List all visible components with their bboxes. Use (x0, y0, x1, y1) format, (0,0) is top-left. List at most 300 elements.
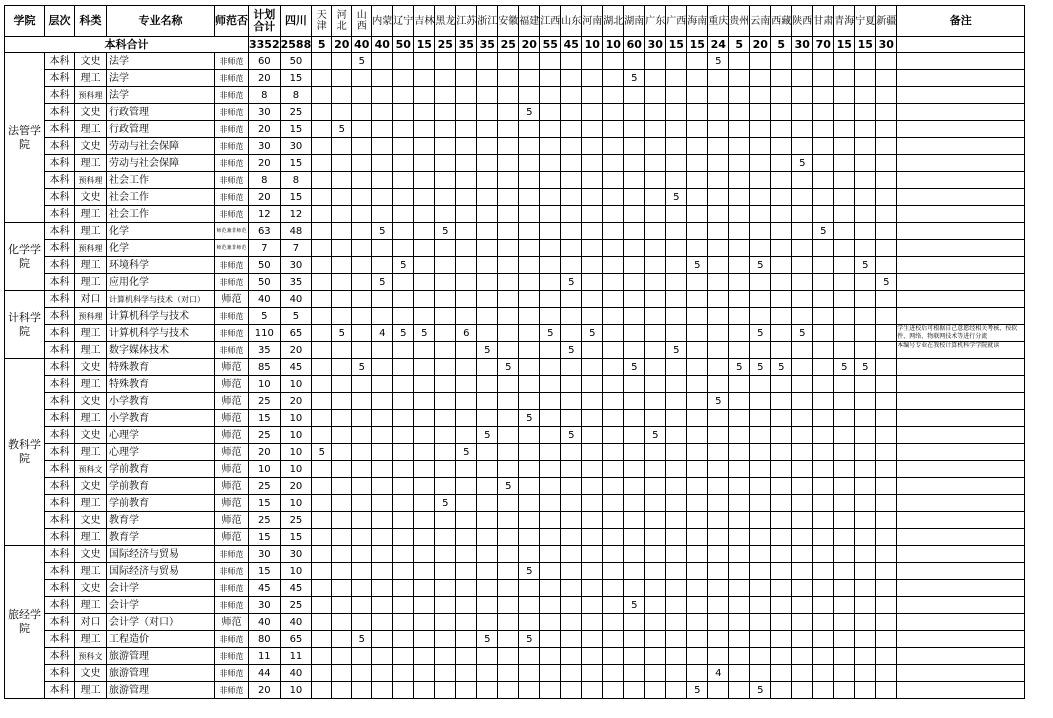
province-cell (393, 70, 414, 87)
province-cell (834, 410, 855, 427)
plan-cell: 7 (249, 240, 281, 257)
province-cell (498, 189, 519, 206)
province-cell (477, 257, 498, 274)
province-cell (414, 257, 435, 274)
province-cell (834, 274, 855, 291)
province-cell (834, 529, 855, 546)
province-cell: 5 (561, 274, 582, 291)
province-cell (813, 444, 834, 461)
province-cell: 5 (582, 325, 603, 342)
remarks-cell (897, 189, 1025, 206)
province-cell (456, 155, 477, 172)
province-cell (729, 580, 750, 597)
plan-cell: 25 (249, 512, 281, 529)
remarks-cell (897, 512, 1025, 529)
province-cell (750, 240, 771, 257)
province-cell (435, 410, 456, 427)
province-cell (372, 495, 393, 512)
sichuan-cell: 15 (280, 529, 312, 546)
province-cell (456, 529, 477, 546)
province-cell (540, 189, 561, 206)
sichuan-cell: 65 (280, 325, 312, 342)
province-cell (498, 665, 519, 682)
major-cell: 计算机科学与技术 (107, 325, 215, 342)
province-cell (456, 427, 477, 444)
province-cell (477, 614, 498, 631)
province-cell (603, 393, 624, 410)
province-cell (624, 478, 645, 495)
province-cell (792, 257, 813, 274)
province-cell (498, 257, 519, 274)
province-cell (332, 631, 352, 648)
province-cell (540, 461, 561, 478)
province-cell (582, 240, 603, 257)
province-cell (876, 138, 897, 155)
province-cell (393, 206, 414, 223)
province-cell (771, 155, 792, 172)
category-cell: 对口 (75, 614, 107, 631)
province-cell (393, 291, 414, 308)
province-cell (477, 546, 498, 563)
province-cell (792, 70, 813, 87)
province-cell (771, 427, 792, 444)
sichuan-cell: 20 (280, 393, 312, 410)
table-row (5, 87, 1025, 104)
province-cell (372, 70, 393, 87)
province-cell (876, 206, 897, 223)
header-sichuan: 四川 (280, 6, 312, 37)
province-cell (352, 393, 372, 410)
total-row (5, 37, 1025, 53)
sichuan-cell: 30 (280, 546, 312, 563)
category-cell: 文史 (75, 546, 107, 563)
table-row (5, 614, 1025, 631)
province-cell (729, 614, 750, 631)
province-cell (813, 172, 834, 189)
province-cell (561, 410, 582, 427)
province-cell (352, 597, 372, 614)
province-cell (312, 240, 332, 257)
sichuan-cell: 10 (280, 682, 312, 699)
province-cell (771, 138, 792, 155)
province-cell (540, 138, 561, 155)
header-province: 西藏 (771, 6, 792, 37)
province-cell (332, 291, 352, 308)
sichuan-cell: 20 (280, 342, 312, 359)
province-cell (561, 580, 582, 597)
province-cell (813, 53, 834, 70)
major-cell: 化学 (107, 240, 215, 257)
province-cell (540, 563, 561, 580)
category-cell: 理工 (75, 274, 107, 291)
table-row (5, 189, 1025, 206)
remarks-cell (897, 70, 1025, 87)
province-cell: 5 (477, 427, 498, 444)
province-cell (645, 223, 666, 240)
province-cell (855, 53, 876, 70)
province-cell (624, 665, 645, 682)
plan-cell: 50 (249, 257, 281, 274)
province-cell (435, 138, 456, 155)
province-cell (687, 121, 708, 138)
major-cell: 心理学 (107, 444, 215, 461)
province-cell (414, 597, 435, 614)
province-cell (372, 580, 393, 597)
province-cell (603, 172, 624, 189)
province-cell (687, 427, 708, 444)
province-cell (834, 665, 855, 682)
province-cell (561, 223, 582, 240)
province-cell (332, 138, 352, 155)
sichuan-cell: 11 (280, 648, 312, 665)
province-cell (312, 393, 332, 410)
province-cell (372, 563, 393, 580)
remarks-cell (897, 206, 1025, 223)
province-cell (498, 172, 519, 189)
remarks-cell (897, 223, 1025, 240)
province-cell (456, 597, 477, 614)
province-cell (414, 495, 435, 512)
province-cell (414, 189, 435, 206)
province-cell (414, 393, 435, 410)
province-cell (456, 257, 477, 274)
province-cell (771, 648, 792, 665)
level-cell: 本科 (45, 631, 75, 648)
table-row (5, 563, 1025, 580)
province-cell (352, 648, 372, 665)
plan-cell: 8 (249, 87, 281, 104)
province-cell (582, 512, 603, 529)
province-cell: 5 (519, 410, 540, 427)
province-cell (352, 155, 372, 172)
plan-cell: 44 (249, 665, 281, 682)
major-cell: 会计学 (107, 597, 215, 614)
province-cell (540, 665, 561, 682)
total-province-cell: 15 (834, 37, 855, 53)
province-cell (372, 512, 393, 529)
province-cell (666, 274, 687, 291)
major-cell: 环境科学 (107, 257, 215, 274)
sichuan-cell: 8 (280, 87, 312, 104)
table-row (5, 240, 1025, 257)
province-cell (498, 53, 519, 70)
province-cell (687, 240, 708, 257)
province-cell (876, 342, 897, 359)
province-cell (624, 461, 645, 478)
province-cell (855, 291, 876, 308)
province-cell (813, 614, 834, 631)
province-cell (414, 410, 435, 427)
province-cell (771, 325, 792, 342)
province-cell (624, 444, 645, 461)
province-cell (729, 121, 750, 138)
table-row (5, 631, 1025, 648)
province-cell (666, 325, 687, 342)
province-cell (498, 104, 519, 121)
province-cell (813, 376, 834, 393)
level-cell: 本科 (45, 512, 75, 529)
province-cell (477, 172, 498, 189)
sichuan-cell: 10 (280, 410, 312, 427)
province-cell (708, 342, 729, 359)
table-row (5, 172, 1025, 189)
province-cell (540, 172, 561, 189)
province-cell (477, 563, 498, 580)
province-cell (687, 172, 708, 189)
province-cell (332, 87, 352, 104)
remarks-cell (897, 172, 1025, 189)
province-cell (855, 495, 876, 512)
province-cell (645, 325, 666, 342)
province-cell: 5 (750, 325, 771, 342)
province-cell (477, 308, 498, 325)
college-cell: 化学学院 (5, 223, 45, 291)
province-cell (435, 189, 456, 206)
province-cell (414, 172, 435, 189)
province-cell (708, 444, 729, 461)
category-cell: 文史 (75, 138, 107, 155)
province-cell (582, 631, 603, 648)
total-province-cell: 40 (352, 37, 372, 53)
province-cell (519, 189, 540, 206)
province-cell (519, 512, 540, 529)
province-cell (603, 410, 624, 427)
province-cell (645, 87, 666, 104)
province-cell (729, 308, 750, 325)
province-cell (813, 325, 834, 342)
province-cell (312, 189, 332, 206)
province-cell (666, 359, 687, 376)
province-cell (666, 427, 687, 444)
province-cell (393, 614, 414, 631)
province-cell (813, 206, 834, 223)
province-cell (414, 223, 435, 240)
province-cell (312, 359, 332, 376)
sichuan-cell: 40 (280, 291, 312, 308)
province-cell (771, 291, 792, 308)
province-cell (876, 291, 897, 308)
teacher-cell: 非师范 (215, 172, 249, 189)
province-cell (352, 546, 372, 563)
table-row (5, 53, 1025, 70)
category-cell: 预科理 (75, 240, 107, 257)
province-cell (540, 274, 561, 291)
province-cell: 5 (729, 359, 750, 376)
province-cell (582, 104, 603, 121)
province-cell: 5 (708, 53, 729, 70)
sichuan-cell: 25 (280, 512, 312, 529)
province-cell (312, 257, 332, 274)
province-cell (624, 410, 645, 427)
province-cell (435, 342, 456, 359)
province-cell (477, 665, 498, 682)
remarks-cell (897, 121, 1025, 138)
province-cell (519, 240, 540, 257)
remarks-cell (897, 87, 1025, 104)
province-cell (855, 121, 876, 138)
province-cell (477, 461, 498, 478)
province-cell (540, 580, 561, 597)
province-cell (792, 614, 813, 631)
province-cell (312, 427, 332, 444)
province-cell (312, 87, 332, 104)
total-province-cell: 15 (666, 37, 687, 53)
province-cell (352, 308, 372, 325)
province-cell (477, 104, 498, 121)
province-cell (456, 291, 477, 308)
province-cell (708, 529, 729, 546)
province-cell (813, 512, 834, 529)
province-cell (435, 427, 456, 444)
province-cell (855, 580, 876, 597)
teacher-cell: 非师范 (215, 563, 249, 580)
province-cell (498, 648, 519, 665)
province-cell (332, 410, 352, 427)
province-cell (834, 172, 855, 189)
province-cell (393, 597, 414, 614)
province-cell (876, 155, 897, 172)
province-cell (624, 631, 645, 648)
teacher-cell: 非师范 (215, 189, 249, 206)
header-province: 河北 (332, 6, 352, 37)
province-cell (519, 376, 540, 393)
province-cell (645, 70, 666, 87)
province-cell (645, 342, 666, 359)
province-cell (414, 444, 435, 461)
major-cell: 教育学 (107, 512, 215, 529)
province-cell (393, 172, 414, 189)
province-cell (771, 189, 792, 206)
teacher-cell: 非师范 (215, 325, 249, 342)
province-cell (834, 563, 855, 580)
province-cell (435, 682, 456, 699)
province-cell (603, 682, 624, 699)
province-cell (435, 206, 456, 223)
province-cell (603, 478, 624, 495)
province-cell (687, 495, 708, 512)
province-cell (312, 529, 332, 546)
plan-cell: 5 (249, 308, 281, 325)
province-cell (750, 648, 771, 665)
province-cell (519, 206, 540, 223)
province-cell: 5 (372, 274, 393, 291)
category-cell: 理工 (75, 410, 107, 427)
plan-cell: 20 (249, 155, 281, 172)
remarks-cell: 本编号专业在我校计算机科学学院就读 (897, 342, 1025, 359)
province-cell (855, 682, 876, 699)
province-cell (312, 155, 332, 172)
table-row (5, 121, 1025, 138)
province-cell (792, 682, 813, 699)
header-province: 黑龙 (435, 6, 456, 37)
province-cell (561, 155, 582, 172)
province-cell (372, 546, 393, 563)
province-cell (855, 342, 876, 359)
province-cell (393, 189, 414, 206)
total-province-cell: 10 (582, 37, 603, 53)
province-cell (855, 614, 876, 631)
province-cell (834, 70, 855, 87)
province-cell (624, 291, 645, 308)
province-cell (855, 393, 876, 410)
province-cell (540, 291, 561, 308)
province-cell (750, 291, 771, 308)
province-cell (750, 546, 771, 563)
province-cell (414, 274, 435, 291)
province-cell (792, 308, 813, 325)
province-cell (666, 87, 687, 104)
remarks-cell (897, 444, 1025, 461)
province-cell (372, 138, 393, 155)
province-cell (352, 563, 372, 580)
level-cell: 本科 (45, 274, 75, 291)
province-cell (771, 478, 792, 495)
province-cell (561, 87, 582, 104)
province-cell (834, 546, 855, 563)
header-province: 江苏 (456, 6, 477, 37)
province-cell (435, 512, 456, 529)
province-cell (603, 461, 624, 478)
plan-cell: 20 (249, 444, 281, 461)
province-cell (519, 427, 540, 444)
province-cell (435, 546, 456, 563)
major-cell: 数字媒体技术 (107, 342, 215, 359)
province-cell (687, 648, 708, 665)
total-province-cell: 5 (771, 37, 792, 53)
teacher-cell: 非师范 (215, 257, 249, 274)
province-cell (498, 70, 519, 87)
major-cell: 工程造价 (107, 631, 215, 648)
header-province: 山东 (561, 6, 582, 37)
major-cell: 计算机科学与技术（对口） (107, 291, 215, 308)
level-cell: 本科 (45, 665, 75, 682)
province-cell (414, 87, 435, 104)
province-cell (750, 104, 771, 121)
province-cell (332, 665, 352, 682)
province-cell (332, 597, 352, 614)
province-cell (456, 70, 477, 87)
total-province-cell: 60 (624, 37, 645, 53)
province-cell (834, 512, 855, 529)
province-cell (540, 376, 561, 393)
province-cell (771, 308, 792, 325)
province-cell (414, 359, 435, 376)
category-cell: 文史 (75, 189, 107, 206)
teacher-cell: 师范 (215, 410, 249, 427)
province-cell (352, 665, 372, 682)
province-cell (624, 206, 645, 223)
province-cell (771, 665, 792, 682)
province-cell (477, 155, 498, 172)
province-cell (645, 478, 666, 495)
province-cell (792, 189, 813, 206)
total-province-cell: 35 (456, 37, 477, 53)
province-cell (372, 376, 393, 393)
province-cell (687, 308, 708, 325)
province-cell (708, 563, 729, 580)
province-cell (561, 53, 582, 70)
header-category: 科类 (75, 6, 107, 37)
sichuan-cell: 15 (280, 155, 312, 172)
province-cell (708, 189, 729, 206)
plan-cell: 8 (249, 172, 281, 189)
province-cell (519, 546, 540, 563)
major-cell: 法学 (107, 53, 215, 70)
province-cell (624, 393, 645, 410)
province-cell (312, 291, 332, 308)
province-cell (456, 393, 477, 410)
remarks-cell (897, 138, 1025, 155)
